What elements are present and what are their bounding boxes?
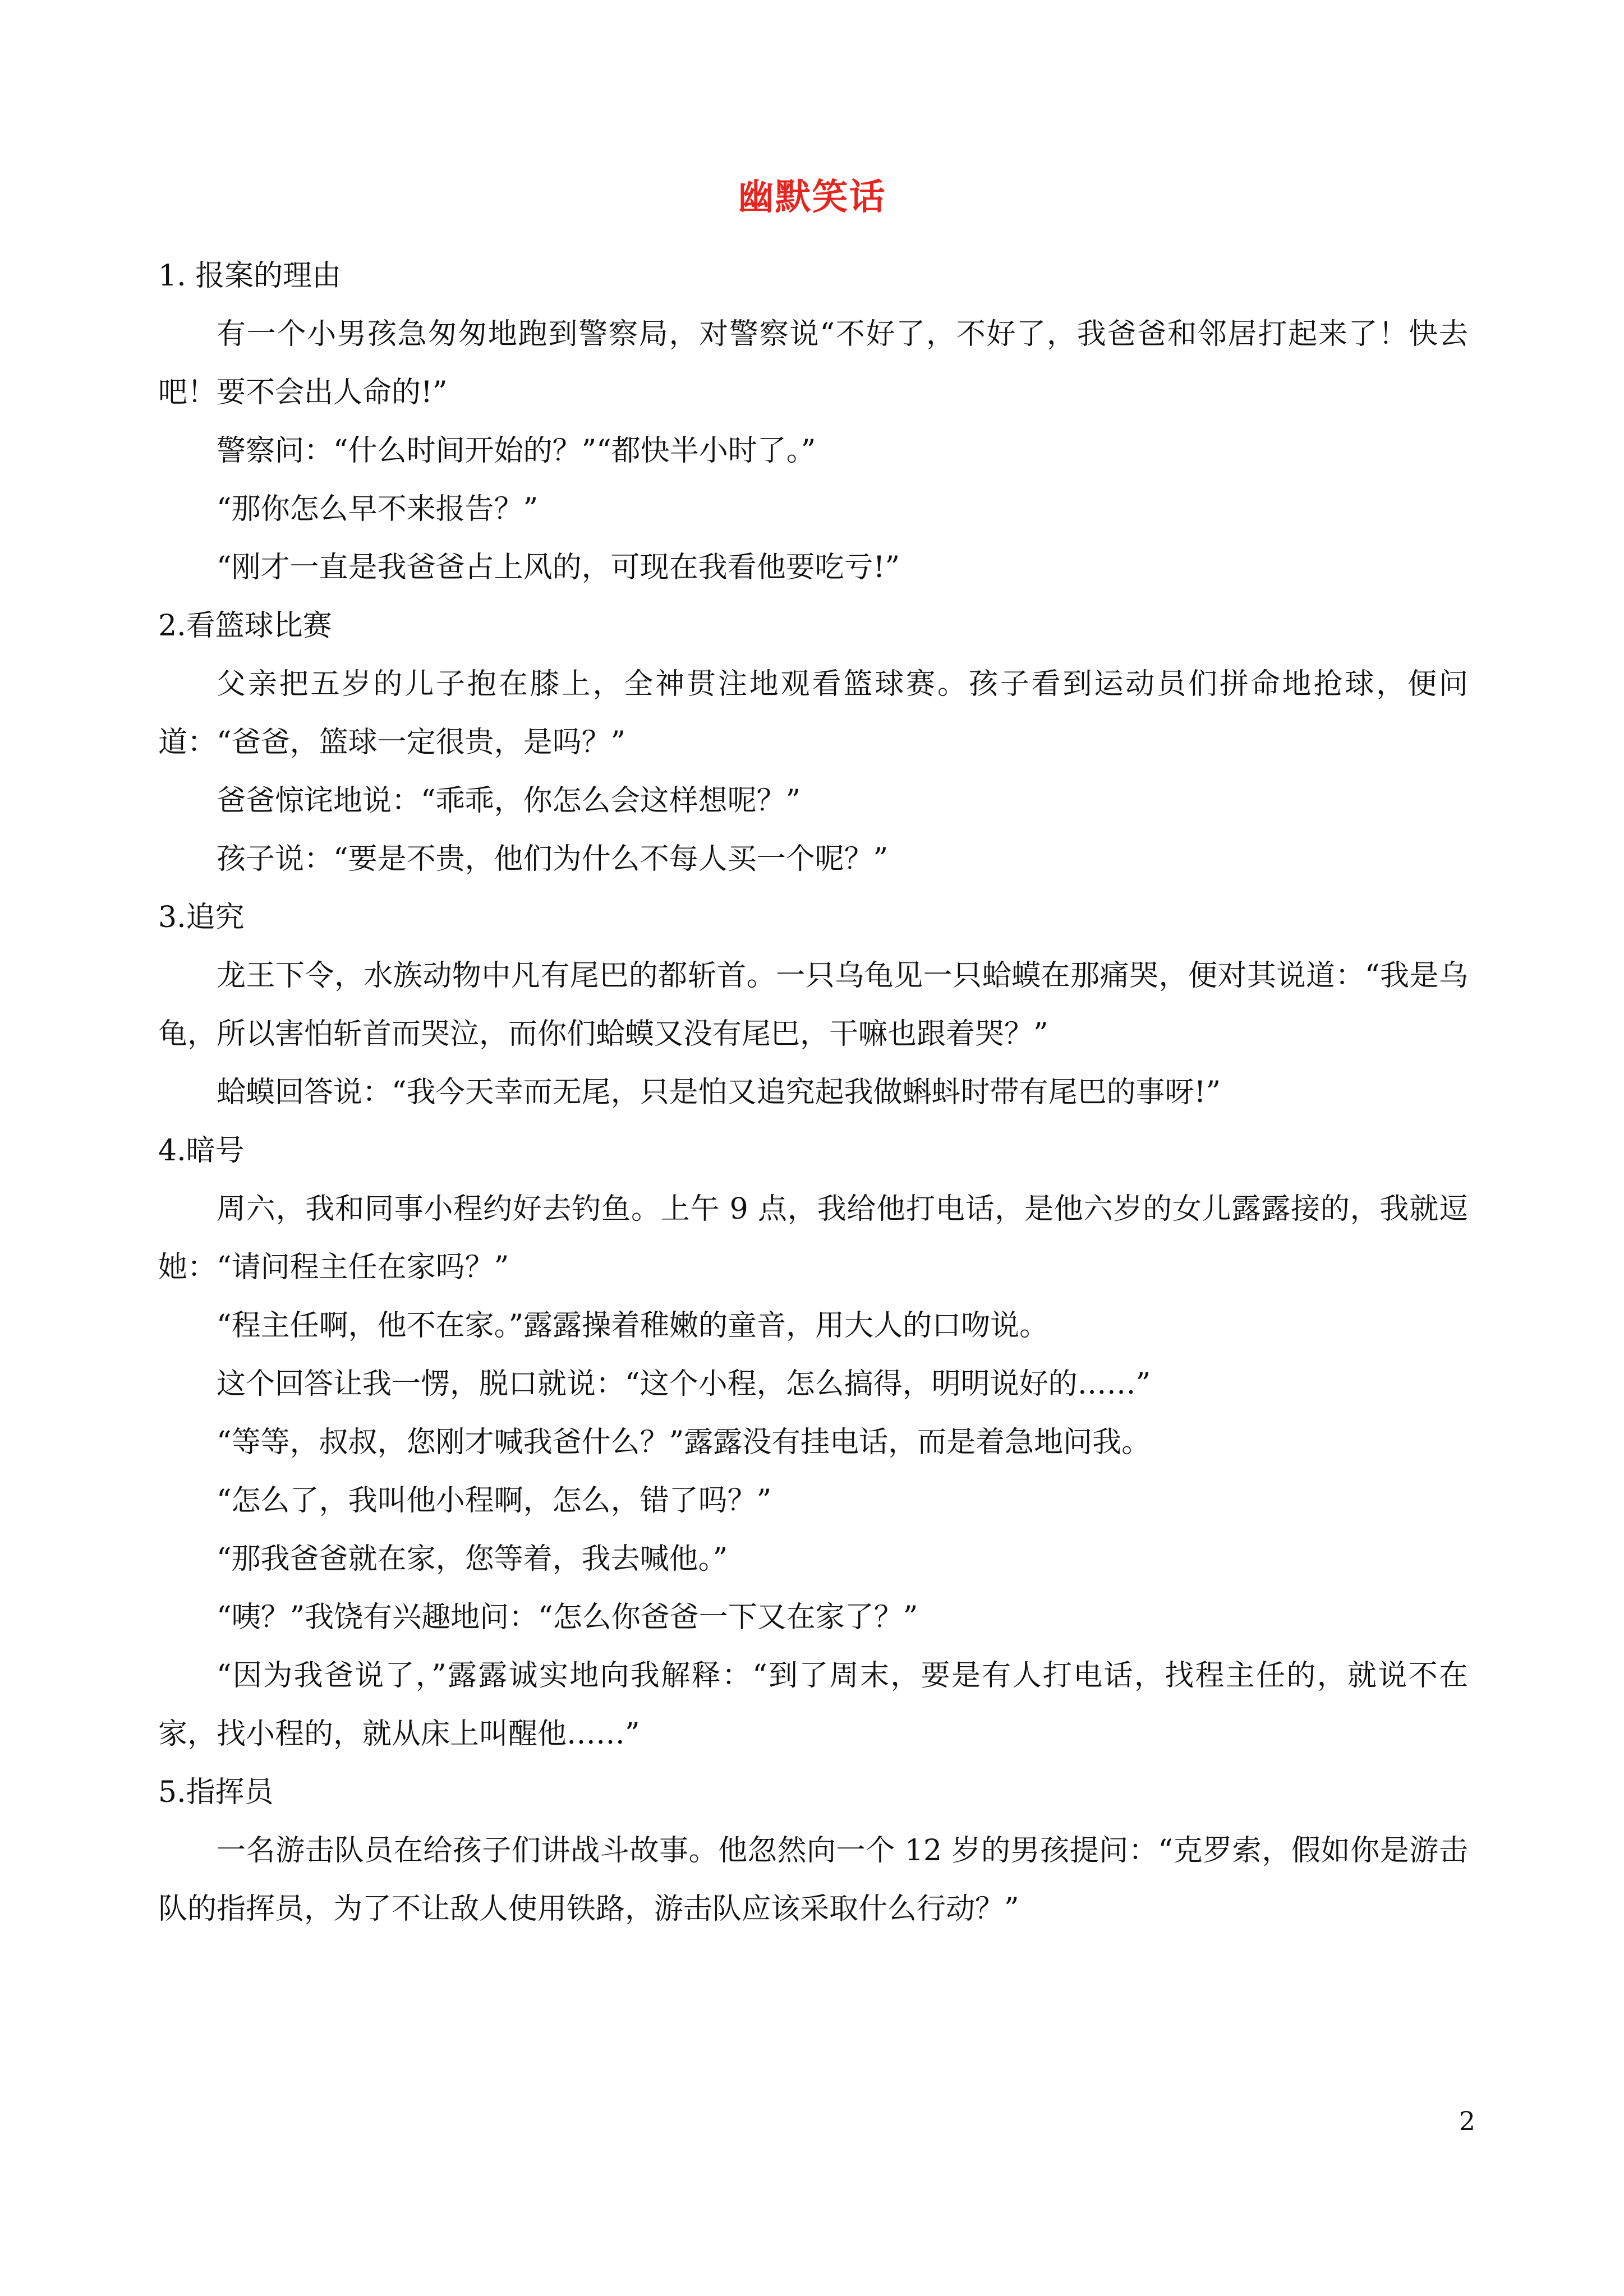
- section-heading: 4.暗号: [158, 1134, 245, 1168]
- section-heading: 3.追究: [158, 901, 245, 934]
- paragraph: “刚才一直是我爸爸占上风的，可现在我看他要吃亏!”: [217, 551, 900, 584]
- section-heading: 1. 报案的理由: [158, 259, 342, 293]
- paragraph: 这个回答让我一愣，脱口就说：“这个小程，怎么搞得，明明说好的……”: [217, 1367, 1151, 1401]
- document-title: 幽默笑话: [738, 176, 886, 218]
- paragraph: “那你怎么早不来报告？”: [217, 492, 539, 526]
- document-body: [158, 247, 1468, 1938]
- paragraph: 警察问：“什么时间开始的？”“都快半小时了。”: [217, 434, 816, 468]
- page-number: 2: [1459, 2106, 1475, 2136]
- section-heading: 2.看篮球比赛: [158, 609, 332, 643]
- paragraph: “因为我爸说了，”露露诚实地向我解释：“到了周末，要是有人打电话，找程主任的，就说不在家，找小程的，就从床上叫醒他……”: [158, 1659, 1468, 1751]
- paragraph: “咦？”我饶有兴趣地问：“怎么你爸爸一下又在家了？”: [217, 1601, 918, 1634]
- paragraph: 爸爸惊诧地说：“乖乖，你怎么会这样想呢？”: [217, 784, 801, 818]
- paragraph: 孩子说：“要是不贵，他们为什么不每人买一个呢？”: [217, 842, 889, 876]
- paragraph: “等等，叔叔，您刚才喊我爸什么？”露露没有挂电话，而是着急地问我。: [217, 1426, 1151, 1459]
- paragraph: “程主任啊，他不在家。”露露操着稚嫩的童音，用大人的口吻说。: [217, 1309, 1049, 1343]
- paragraph: 蛤蟆回答说：“我今天幸而无尾，只是怕又追究起我做蝌蚪时带有尾巴的事呀!”: [217, 1076, 1221, 1109]
- paragraph: 一名游击队员在给孩子们讲战斗故事。他忽然向一个 12 岁的男孩提问：“克罗索，假如你是游击队的指挥员，为了不让敌人使用铁路，游击队应该采取什么行动？”: [158, 1834, 1468, 1926]
- paragraph: 龙王下令，水族动物中凡有尾巴的都斩首。一只乌龟见一只蛤蟆在那痛哭，便对其说道：“我是乌龟，所以害怕斩首而哭泣，而你们蛤蟆又没有尾巴，干嘛也跟着哭？”: [158, 959, 1468, 1051]
- paragraph: 有一个小男孩急匆匆地跑到警察局，对警察说“不好了，不好了，我爸爸和邻居打起来了！快去吧！要不会出人命的!”: [158, 317, 1468, 409]
- section-heading: 5.指挥员: [158, 1776, 274, 1809]
- paragraph: “怎么了，我叫他小程啊，怎么，错了吗？”: [217, 1484, 772, 1518]
- paragraph: “那我爸爸就在家，您等着，我去喊他。”: [217, 1542, 728, 1576]
- paragraph: 周六，我和同事小程约好去钓鱼。上午 9 点，我给他打电话，是他六岁的女儿露露接的，我就逗她：“请问程主任在家吗？”: [158, 1192, 1468, 1284]
- paragraph: 父亲把五岁的儿子抱在膝上，全神贯注地观看篮球赛。孩子看到运动员们拼命地抢球，便问道：“爸爸，篮球一定很贵，是吗？”: [158, 667, 1468, 759]
